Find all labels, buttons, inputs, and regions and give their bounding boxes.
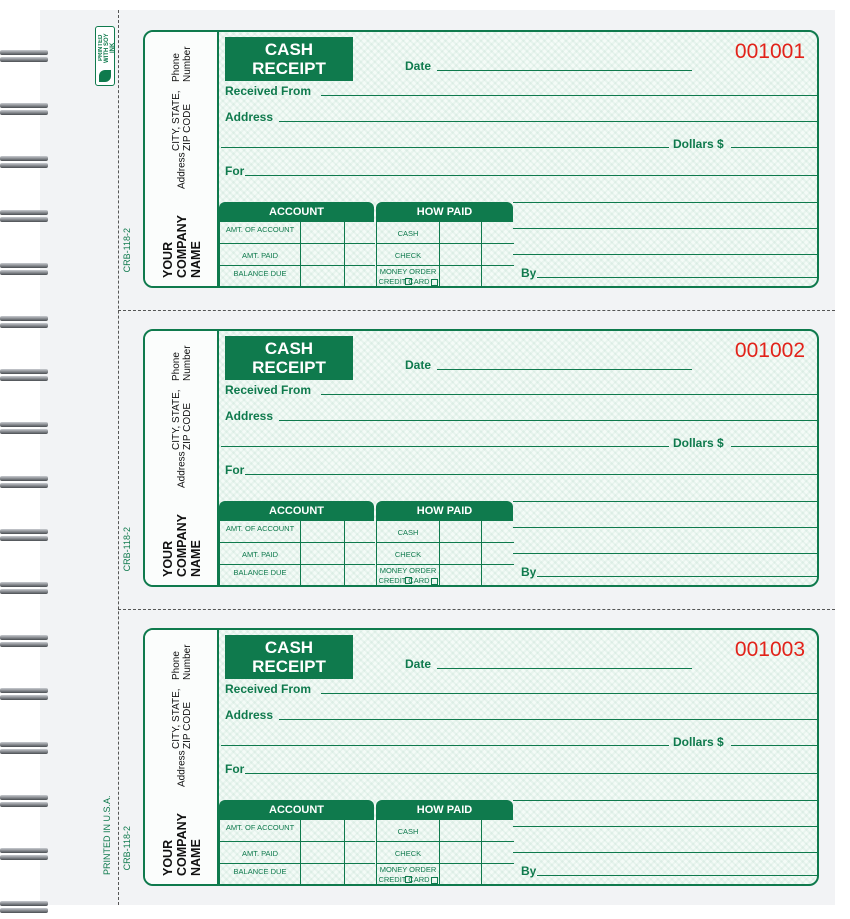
account-table — [219, 222, 374, 288]
horizontal-perforation — [118, 609, 835, 610]
company-city-state-zip: CITY, STATE, ZIP CODE — [171, 688, 193, 749]
memo-line[interactable] — [513, 228, 817, 229]
account-table-header: ACCOUNT — [219, 501, 374, 521]
vertical-perforation — [118, 10, 119, 905]
dollars-amount-field[interactable] — [731, 147, 817, 148]
amount-paid-label: AMT. PAID — [241, 251, 279, 260]
balance-due-label: BALANCE DUE — [233, 568, 287, 577]
balance-due-label: BALANCE DUE — [233, 269, 287, 278]
company-phone: Phone Number — [171, 46, 193, 82]
amount-paid-label: AMT. PAID — [241, 849, 279, 858]
printed-in-usa: PRINTED IN U.S.A. — [102, 795, 112, 875]
amount-of-account-label: AMT. OF ACCOUNT — [225, 225, 295, 234]
dollars-label: Dollars $ — [673, 137, 724, 151]
spiral-ring — [0, 529, 48, 547]
credit-card-label: CREDIT CARD — [378, 875, 430, 884]
soy-leaf-icon — [99, 70, 111, 82]
title-line-1: CASH — [264, 40, 314, 59]
memo-line[interactable] — [513, 527, 817, 528]
memo-line[interactable] — [513, 501, 817, 502]
money-order-label: MONEY ORDER — [379, 267, 437, 276]
check-label: CHECK — [394, 251, 422, 260]
horizontal-perforation — [118, 310, 835, 311]
form-code: CRB-118-2 — [122, 826, 132, 871]
cash-receipt-title — [225, 37, 353, 81]
for-field[interactable] — [245, 773, 817, 774]
memo-line[interactable] — [513, 800, 817, 801]
company-stub — [145, 331, 219, 585]
for-label: For — [225, 762, 245, 776]
received-from-field[interactable] — [321, 95, 817, 96]
money-order-label: MONEY ORDER — [379, 566, 437, 575]
amount-of-account-label: AMT. OF ACCOUNT — [225, 524, 295, 533]
account-table-header: ACCOUNT — [219, 800, 374, 820]
company-phone: Phone Number — [171, 345, 193, 381]
receipt-number: 001002 — [734, 339, 805, 362]
dollars-amount-field[interactable] — [731, 745, 817, 746]
dollars-amount-field[interactable] — [731, 446, 817, 447]
memo-line[interactable] — [513, 254, 817, 255]
memo-line[interactable] — [513, 826, 817, 827]
for-field[interactable] — [245, 175, 817, 176]
cash-label: CASH — [397, 229, 419, 238]
spiral-ring — [0, 848, 48, 866]
amount-in-words-field[interactable] — [221, 446, 669, 447]
check-label: CHECK — [394, 550, 422, 559]
credit-card-checkbox[interactable] — [431, 877, 438, 884]
by-label: By — [521, 266, 537, 280]
receipt-number: 001003 — [734, 638, 805, 661]
cash-receipt-form — [143, 628, 819, 886]
credit-card-label: CREDIT CARD — [378, 576, 430, 585]
company-address: Address — [176, 750, 188, 787]
how-paid-table-header: HOW PAID — [376, 202, 513, 222]
how-paid-table — [376, 521, 513, 587]
check-label: CHECK — [394, 849, 422, 858]
spiral-ring — [0, 156, 48, 174]
company-name: YOUR COMPANY NAME — [161, 514, 203, 577]
spiral-ring — [0, 369, 48, 387]
company-name: YOUR COMPANY NAME — [161, 813, 203, 876]
form-code: CRB-118-2 — [122, 527, 132, 572]
title-line-1: CASH — [264, 339, 314, 358]
company-address: Address — [176, 451, 188, 488]
for-field[interactable] — [245, 474, 817, 475]
address-label: Address — [225, 110, 274, 124]
how-paid-table-header: HOW PAID — [376, 501, 513, 521]
spiral-ring — [0, 316, 48, 334]
how-paid-table — [376, 820, 513, 886]
address-field[interactable] — [279, 420, 817, 421]
cash-label: CASH — [397, 528, 419, 537]
cash-receipt-form — [143, 329, 819, 587]
signature-field[interactable] — [537, 277, 817, 278]
company-address: Address — [176, 152, 188, 189]
credit-card-label: CREDIT CARD — [378, 277, 430, 286]
date-label: Date — [405, 657, 432, 671]
received-from-label: Received From — [225, 383, 312, 397]
spiral-ring — [0, 210, 48, 228]
spiral-ring — [0, 476, 48, 494]
for-label: For — [225, 463, 245, 477]
by-label: By — [521, 864, 537, 878]
receipt-number: 001001 — [734, 40, 805, 63]
spiral-ring — [0, 742, 48, 760]
company-name: YOUR COMPANY NAME — [161, 215, 203, 278]
amount-in-words-field[interactable] — [221, 147, 669, 148]
amount-of-account-label: AMT. OF ACCOUNT — [225, 823, 295, 832]
date-label: Date — [405, 59, 432, 73]
received-from-field[interactable] — [321, 394, 817, 395]
spiral-ring — [0, 635, 48, 653]
title-line-2: RECEIPT — [252, 358, 326, 377]
balance-due-label: BALANCE DUE — [233, 867, 287, 876]
cash-label: CASH — [397, 827, 419, 836]
credit-card-checkbox[interactable] — [431, 279, 438, 286]
amount-in-words-field[interactable] — [221, 745, 669, 746]
company-stub — [145, 32, 219, 286]
date-field[interactable] — [437, 668, 692, 669]
address-label: Address — [225, 708, 274, 722]
company-stub — [145, 630, 219, 884]
address-field[interactable] — [279, 121, 817, 122]
spiral-ring — [0, 422, 48, 440]
signature-field[interactable] — [537, 875, 817, 876]
soy-ink-logo-text: PRINTED WITH SOY INK — [98, 33, 116, 63]
company-city-state-zip: CITY, STATE, ZIP CODE — [171, 389, 193, 450]
dollars-label: Dollars $ — [673, 436, 724, 450]
spiral-ring — [0, 688, 48, 706]
company-phone: Phone Number — [171, 644, 193, 680]
memo-line[interactable] — [513, 202, 817, 203]
spiral-ring — [0, 263, 48, 281]
spiral-ring — [0, 582, 48, 600]
title-line-1: CASH — [264, 638, 314, 657]
cash-receipt-title — [225, 635, 353, 679]
title-line-2: RECEIPT — [252, 59, 326, 78]
spiral-ring — [0, 901, 48, 919]
spiral-ring — [0, 795, 48, 813]
received-from-field[interactable] — [321, 693, 817, 694]
account-table — [219, 521, 374, 587]
dollars-label: Dollars $ — [673, 735, 724, 749]
spiral-ring — [0, 50, 48, 68]
date-field[interactable] — [437, 369, 692, 370]
account-table — [219, 820, 374, 886]
soy-ink-logo — [95, 26, 115, 86]
money-order-label: MONEY ORDER — [379, 865, 437, 874]
spiral-ring — [0, 103, 48, 121]
address-field[interactable] — [279, 719, 817, 720]
address-label: Address — [225, 409, 274, 423]
account-table-header: ACCOUNT — [219, 202, 374, 222]
received-from-label: Received From — [225, 84, 312, 98]
for-label: For — [225, 164, 245, 178]
form-code: CRB-118-2 — [122, 228, 132, 273]
cash-receipt-title — [225, 336, 353, 380]
by-label: By — [521, 565, 537, 579]
amount-paid-label: AMT. PAID — [241, 550, 279, 559]
company-city-state-zip: CITY, STATE, ZIP CODE — [171, 90, 193, 151]
how-paid-table-header: HOW PAID — [376, 800, 513, 820]
memo-line[interactable] — [513, 553, 817, 554]
cash-receipt-form — [143, 30, 819, 288]
memo-line[interactable] — [513, 852, 817, 853]
credit-card-checkbox[interactable] — [431, 578, 438, 585]
signature-field[interactable] — [537, 576, 817, 577]
title-line-2: RECEIPT — [252, 657, 326, 676]
how-paid-table — [376, 222, 513, 288]
date-field[interactable] — [437, 70, 692, 71]
received-from-label: Received From — [225, 682, 312, 696]
date-label: Date — [405, 358, 432, 372]
